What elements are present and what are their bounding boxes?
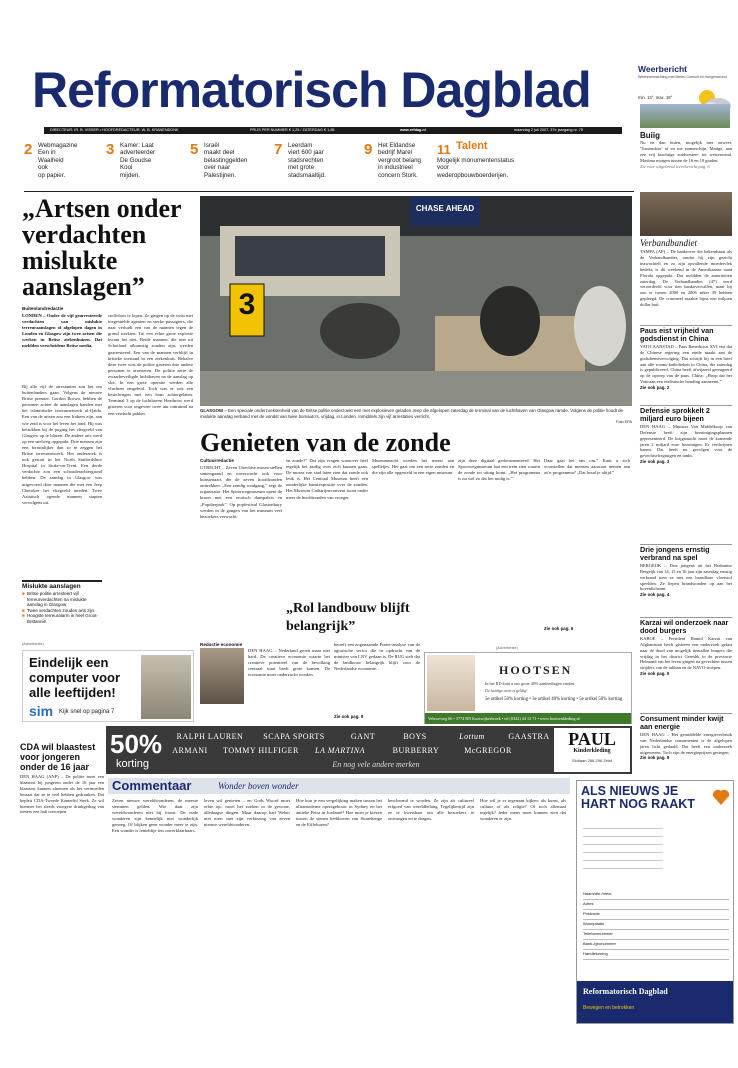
meta-bar bbox=[44, 127, 622, 134]
ad-computer-brand: sim bbox=[29, 703, 54, 719]
commentaar-column-3: Hoe kun je een vergelijking maken tussen het ultramoderne operagebouw in Sydney en het antieke Petra in Jordanië? Hoe moet je kiezen tussen de stenen kerkhoven van Stonehenge en de Eiffeltoren? bbox=[296, 798, 382, 828]
teaser-7[interactable] bbox=[274, 142, 348, 186]
buiig-more: Zie voor uitgebreid weerbericht pag. 6 bbox=[640, 164, 710, 170]
ad-paul-sub: Kinderkleding bbox=[573, 748, 611, 754]
factbox bbox=[22, 580, 102, 634]
ad-brand: McGREGOR bbox=[464, 746, 512, 755]
sun-headline: Genieten van de zonde bbox=[200, 428, 451, 457]
ad-abonnement-slogan: Bewegen en betrokken bbox=[583, 1005, 635, 1011]
teaser-number: 3 bbox=[106, 141, 115, 158]
teaser-text: Mogelijk monumentenstatus voor wederopbouwboerderijen. bbox=[437, 157, 515, 179]
weather-temps: min. 13°, max. 18° bbox=[638, 95, 673, 100]
cda-block bbox=[20, 742, 104, 972]
ad-abonnement-options bbox=[583, 821, 663, 885]
ad-paul-slogan: En nog vele andere merken bbox=[332, 760, 420, 769]
factbox-item: ■ Twee verdachten zouden arts zijn. bbox=[22, 607, 96, 613]
energie-title: Consument minder kwijt aan energie bbox=[640, 714, 724, 732]
ad-field[interactable]: Bank-/gironummer bbox=[583, 941, 729, 950]
ad-hootsen-photo bbox=[427, 655, 475, 711]
buiig-body: Nu en dan buien, mogelijk met onweer. 'Tussendoor' af en toe zonneschijn. Matige, aan zee vrij krachtige zuidwesten- tot westenwind. Maxima morgen tussen de 16 en 18 graden. bbox=[640, 140, 732, 164]
jongeren-title: Drie jongens ernstig verbrand na spel bbox=[640, 545, 710, 563]
commentaar-column-4: beschermd te worden. Ze zijn als cultureel erfgoed van wereldbelang. Tegelijkertijd zijn ze te kwetsbaar om alle bezoekers te ontvangen en te dragen. bbox=[388, 798, 474, 822]
ad-hootsen-subtag: De huidige actie is geldig! bbox=[485, 688, 528, 693]
ad-brand: GANT bbox=[350, 732, 376, 741]
ad-hootsen-brand: HOOTSEN bbox=[499, 663, 573, 677]
factbox-title: Mislukte aanslagen bbox=[22, 583, 81, 590]
ad-brand: RALPH LAUREN bbox=[176, 732, 244, 741]
factbox-item: ■ Britse politie arresteert vijf terreurverdachten na mislukte aanslag in Glasgow. bbox=[22, 591, 87, 608]
ad-paul-korting: korting bbox=[116, 758, 150, 770]
reductie-column-2: betreft een zogenaamde Porter-analyse van de agrarische sector die in opdracht van de minister van LNV gedaan is. De RUG stelt dat de landbouw belangrijk blijft voor de Nederlandse economie. bbox=[334, 642, 420, 672]
caption-credit: Foto EPA bbox=[616, 420, 632, 425]
karzai-block bbox=[640, 619, 732, 713]
china-see[interactable]: Zie ook pag. 2 bbox=[640, 385, 670, 391]
ad-computer-sub: Kijk snel op pagina 7 bbox=[59, 709, 115, 715]
photo-caption bbox=[200, 408, 632, 426]
ad-abonnement-heart bbox=[711, 787, 731, 807]
ad-computer[interactable] bbox=[22, 650, 194, 722]
teaser-2[interactable] bbox=[24, 142, 90, 186]
masthead bbox=[0, 0, 738, 140]
factbox-item: ■ Hoogste terreuralarm in heel Groot-Brittannië. bbox=[22, 613, 99, 624]
ad-brand: BOYS bbox=[403, 732, 427, 741]
lead-headline: „Artsen onder verdachten mislukte aanslagen” bbox=[22, 194, 182, 301]
teaser-text: Webmagazine Een in Waalheid ook op papier. bbox=[38, 142, 78, 179]
ad-field[interactable]: Postcode bbox=[583, 911, 729, 920]
weather-sub: Weersverwachting met Meteo Consult tot morgenavond bbox=[638, 75, 727, 79]
teaser-5[interactable] bbox=[190, 142, 256, 186]
caption-text: – Een speciale onderzoeksenheid van de Britse politie onderzoekt een met explosieven geladen Jeep die afgelopen zaterdag de terminal van de luchthaven van Glasgow ramde. Volgens de politie houdt de mislukte aanslag verband met de vondst van twee bomauto's, vrijdag, in Londen. Inmiddels zijn vijf arrestaties verricht. bbox=[200, 408, 623, 419]
reductie-photo bbox=[200, 648, 244, 704]
meta-date: maandag 2 juli 2007, 37e jaargang nr. 75 bbox=[514, 128, 584, 132]
ad-abonnement-photo bbox=[675, 821, 729, 883]
defensie-see[interactable]: Zie ook pag. 3 bbox=[640, 459, 670, 465]
lead-column-2: stoffeloos te lopen. Ze gingen op de vuist met toegesnelde agenten en sterke passagiers, die naar verluidt een van de mannen tegen de grond werkten. Tot een echte grote explosie kwam het niet. Beide mannen, die niet uit Schotland afkomstig zouden zijn, werden gearresteerd. Een van de mannen verblijft in kritieke toestand in een ziekenhuis. Behalve deze twee wist de politie gisteren drie andere personen te arresteren. De politie zette de zwaarbeveiligde luchthaven na de aanslag op slot. In een grote operatie werden alle vluchten omgeleid. Toch was er ook een bestelwagen met een bom achtergelaten. Terminal 3 op de luchthaven Heathrow werd gisteren voor ongeveer twee uur ontruimd na een verdacht pakket. bbox=[108, 313, 193, 416]
main-photo bbox=[200, 196, 632, 406]
sun-pullquote: „Rol landbouw blijft belangrijk” bbox=[286, 601, 410, 634]
sun-column-3: Museumnacht worden het meest aan spelletjes. Het gaat om een serie zonden en die zijn alle opgesteld in een eigen museum. bbox=[372, 458, 454, 476]
energie-see[interactable]: Zie ook pag. 9 bbox=[640, 755, 670, 761]
meta-price: PRIJS PER NUMMER € 1,25 / ZATERDAG € 1,85 bbox=[250, 128, 335, 132]
ad-brand: TOMMY HILFIGER bbox=[223, 746, 299, 755]
cda-title: CDA wil blaastest voor jongeren onder de 16 jaar bbox=[20, 742, 96, 772]
ad-paul-name: PAUL bbox=[568, 729, 616, 749]
teaser-9[interactable] bbox=[364, 142, 434, 186]
energie-body: DEN HAAG – Het gemiddelde energieverbruik van Nederlandse consumenten is de afgelopen jaren licht gedaald. Dat heeft een onderzoek uitgewezen. Toch zijn de energieprijzen gestegen. bbox=[640, 731, 732, 755]
commentaar bbox=[108, 776, 570, 976]
teaser-number: 2 bbox=[24, 141, 33, 158]
ad-paul-addr: Slotlaan 286-296 Zeist bbox=[571, 758, 613, 763]
sun-see[interactable]: Zie ook pag. 6 bbox=[544, 626, 574, 631]
reductie-see[interactable]: Zie ook pag. 9 bbox=[334, 714, 364, 719]
ad-abonnement-footer bbox=[577, 981, 733, 1023]
reductie-byline: Reductie economie bbox=[200, 642, 243, 647]
photo-sign-top: CHASE AHEAD bbox=[415, 204, 475, 213]
ad-brand: SCAPA SPORTS bbox=[263, 732, 325, 741]
ad-brand: Lottum bbox=[459, 732, 485, 741]
ad-brand: LA MARTINA bbox=[315, 746, 365, 755]
teaser-text: Israël maakt deel belastinggelden over naar Palestijnen. bbox=[204, 142, 248, 179]
sun-column-5: Daar gaat het ons om.” Kunt u zich voorstellen dat mensen aanstoot nemen aan zo'n programma? „Dat houd je altijd.” bbox=[544, 458, 630, 476]
sun-column-4: zijn deze digitaal gedocumenteerd. Het Spoorwegmuseum laat een trein zien waarin de zonde tot uiting komt. „Het programma is nu wel zo dat het nodig is.” bbox=[458, 458, 540, 482]
caption-lead: GLASGOW bbox=[200, 408, 224, 413]
sun-column-1: UTRECHT – Zeven Utrechtse musea stellen samengaand en onverwacht ook voor kunstenaars die de zeven hoofdzonden onttrekken. „Een zondig rondgang,” zegt de organisator. Het Spoorwegmuseum opent de kroon met een erotisch danspaleis en „Popdierpark”. Op popfestival Glastonbury werden in de gangen van het museum veel bezoekers verwacht. bbox=[200, 465, 282, 519]
defensie-block bbox=[640, 407, 732, 477]
ad-computer-text: Eindelijk een computer voor alle leeftijden! bbox=[29, 655, 121, 700]
defensie-body: DEN HAAG – Minister Van Middelkoop van Defensie heeft zijn bezuinigingsplannen gepresenteerd. De krijgsmacht moet de komende jaren 2 miljard euro bezuinigen. Er verdwijnen banen. Dat heeft nu gevolgen voor de gevechtsvliegtuigen en tanks. bbox=[640, 423, 732, 459]
ad-field[interactable]: Adres bbox=[583, 901, 729, 910]
ad-label: (Advertentie) bbox=[22, 642, 44, 646]
karzai-title: Karzai wil onderzoek naar dood burgers bbox=[640, 618, 729, 636]
photo-sign-number: 3 bbox=[238, 288, 256, 321]
ad-abonnement[interactable] bbox=[576, 780, 734, 1024]
commentaar-column-1: Zeven nieuwe wereldwonderen, de meeste stemmen gelden. Wie daar zijn wereldwonderen niet bij fronst. De oude wonderen zijn kennelijk niet wonderlijk genoeg. Of blijken geen wonder meer te zijn. Een wonder is lenteblije iets onverklaarbaars. bbox=[112, 798, 198, 834]
teaser-11[interactable] bbox=[437, 142, 557, 186]
verbandbandiet-body: TAMPA (AP) – De bankrover die bekendstaat als de Verbandbandiet, omdat hij zijn gezicht inzwachtelt en zo zijn opvallende moedervlek bedekt, is dit weekend in de Amerikaanse staat Florida opgepakt. Dat meldden de autoriteiten zaterdag. De Verbandbandiet (47) werd veroordeeld voor tien bankovervallen, maar hij zou er tussen 2000 en 2006 zeker 39 hebben gepleegd. De crimineel maakte bijna een miljoen dollar buit. bbox=[640, 249, 732, 308]
ad-paul-panel bbox=[554, 728, 630, 772]
teaser-number: 9 bbox=[364, 141, 373, 158]
verbandbandiet-photo bbox=[640, 192, 732, 236]
teaser-divider bbox=[24, 191, 634, 192]
teaser-text: Het Eldandse bedrijf Marel vergroot belang in industrieel concern Stork. bbox=[378, 142, 421, 179]
teaser-number: 11 bbox=[437, 142, 451, 157]
teaser-label: Talent bbox=[456, 140, 488, 152]
jongeren-block bbox=[640, 546, 732, 616]
ad-field[interactable]: Telefoonnummer bbox=[583, 931, 729, 940]
weather-photo bbox=[640, 104, 730, 128]
buiig-title: Buiig bbox=[640, 131, 660, 140]
commentaar-header bbox=[108, 778, 570, 794]
teaser-number: 7 bbox=[274, 141, 283, 158]
ad-hootsen-offer: 5e artikel 50% korting • 3e artikel 40% korting • 5e artikel 50% korting bbox=[485, 697, 623, 702]
teaser-3[interactable] bbox=[106, 142, 172, 186]
verbandbandiet-title: Verbandbandiet bbox=[640, 238, 697, 248]
ad-field[interactable]: Naam/dhr./mevr. bbox=[583, 891, 729, 900]
jongeren-body: BERGEIJK – Drie jongens uit het Brabantse Bergeijk van 14, 15 en 16 jaar zijn zaterdag ernstig verbrand toen ze met een brandbare vloeistof speelden. Ze liepen brandwonden op aan het bovenlichaam. bbox=[640, 562, 732, 592]
cda-body: DEN HAAG (ANP) – De politie moet een blaastest bij jongeren onder de 16 jaar een blaastest kunnen afnemen als het vermoeden bestaat dat ze te veel hebben gedronken. Dat bepleit CDA-Tweede Kamerlid Sterk. Ze wil hiermee het steeds vroegere drinkgedrag van tieners een halt toeroepen. bbox=[20, 774, 104, 815]
ad-abonnement-title: ALS NIEUWS JE HART NOG RAAKT bbox=[581, 784, 695, 811]
teaser-text: Kamer: Laat adverteerder De Goudse Kooi mijden. bbox=[120, 142, 156, 179]
ad-hootsen-label: (Advertentie) bbox=[496, 646, 518, 650]
sun-column-2: en zonde?” Dat zijn vragen waarover heel tegelijk het aardig over zich kunnen gaan. De musea van stad laten zien dat zonde ook leuk is. Het Centraal Museum heeft een zonderlijke kunstexpositie over de zonden. Het Museum Catharijneconvent toont onder meer de hoofdzonden van vroeger. bbox=[286, 458, 368, 500]
china-body: VATICAANSTAD – Paus Benedictus XVI eist dat de Chinese regering een einde maakt aan de godsdienstvervolging. Dat schrijft hij in een brief aan alle rooms-katholieken in China, die zaterdag is gepubliceerd. China heeft afwijzend gereageerd op de oproep van de paus. China: „Hoop dat het Vaticaan een realistische houding aanneemt.” bbox=[640, 343, 732, 385]
teaser-text: Leerdam viert 600 jaar stadsrechten met grote stadsmaaltijd. bbox=[288, 142, 326, 179]
buiig-block bbox=[640, 132, 732, 188]
teaser-number: 5 bbox=[190, 141, 199, 158]
ad-hootsen-tagline: In het RD kunt u ons grote 40% aanbiedingen vinden. bbox=[485, 681, 576, 686]
commentaar-title: Commentaar bbox=[112, 778, 192, 793]
commentaar-column-2: leven wil genieten – en Gods Woord moet erbie op– moet het zoeken in de gewone, alledaagse dingen. Maar daarop had Weber niet mee; met zijn verkiezing van zeven nieuwe wereldwonderen. bbox=[204, 798, 290, 828]
newspaper-title: Reformatorisch Dagblad bbox=[32, 62, 591, 118]
china-block bbox=[640, 327, 732, 401]
karzai-body: KABOE – President Hamid Karzai van Afghanistan heeft gisteren een onderzoek gelast naar de dood van mogelijk tientallen burgers die vrijdag in het district Gereshk in de provincie Helmand om het leven gingen na gevechten tussen strijders van de taliban en de NAVO-troepen. bbox=[640, 635, 732, 671]
reductie-column-1: DEN HAAG – Nederland groeit maar niet hard. De creatieve economie waarin het creatieve potentieel van de bevolking centraal staat biedt grote kansen. De economie moet onderzocht worden. bbox=[248, 648, 330, 678]
commentaar-subtitle: Wonder boven wonder bbox=[218, 781, 299, 791]
ad-field[interactable]: Handtekening bbox=[583, 951, 729, 960]
ad-hootsen-footer: Velsweweg 66 • 3774 RN Kootwijkerbroek • tel (0342) 44 12 71 • www.hootsenkleding.nl bbox=[425, 713, 631, 724]
ad-brand: GAASTRA bbox=[508, 732, 550, 741]
ad-brand: BURBERRY bbox=[392, 746, 440, 755]
verbandbandiet-block bbox=[640, 238, 732, 322]
karzai-see[interactable]: Zie ook pag. 5 bbox=[640, 671, 670, 677]
china-title: Paus eist vrijheid van godsdienst in China bbox=[640, 326, 714, 344]
meta-left: DIRECTEUR: IR. B. VISSER • HOOFDREDACTEUR: W. B. KRANENDONK bbox=[50, 128, 179, 132]
ad-hootsen[interactable] bbox=[424, 652, 632, 724]
weather-title: Weerbericht bbox=[638, 64, 687, 74]
jongeren-see[interactable]: Zie ook pag. 4 bbox=[640, 592, 670, 598]
lead-intro: LONDEN – Onder de vijf gearresteerde verdachten van mislukte terreuraanslagen of afgelopen dagen in Londen en Glasgow zijn twee artsen die werken in Britse ziekenhuizen. Dat meldden verscheidene Britse media. bbox=[22, 313, 102, 349]
ad-field[interactable]: Woonplaats bbox=[583, 921, 729, 930]
lead-column-1: Bij alle vijf de arrestanten zou het om buitenlanders gaan. Volgens de nieuwe Britse premier, Gordon Brown, hebben de personen achter de aanslagen banden met het islamitische terreurnetwerk al-Qaida. Een van de artsen zou een Irakees zijn, aan wie zeid is voor het leven het land. Hij was betrokken bij de poging het vliegveld van Glasgow op te blazen. De andere arts werd op een snelweg opgepakt. Drie mensen zijn een fortuinlijker dan zo te zeggen het Britse terreurnetwerk. Het onderzoek is ook gestart in het North Staffordshire Hospital in Stoke-on-Trent. Een derde verdachte zou een schouderachtergrond hebben. De aanslag in Glasgow was uitgevoerd door mannen die met een Jeep Cherokee het vliegveld inreden. Twee Aziatisch ogende mannen stapten vervolgens uit. bbox=[22, 384, 102, 505]
defensie-title: Defensie sprokkelt 2 miljard euro bijeen bbox=[640, 406, 710, 424]
sun-byline: Cultuurredactie bbox=[200, 458, 234, 463]
ad-paul-percent: 50% bbox=[110, 729, 163, 759]
photo-scene bbox=[200, 196, 632, 406]
ad-abonnement-brand: Reformatorisch Dagblad bbox=[583, 987, 668, 996]
lead-byline: Buitenlandredactie bbox=[22, 306, 64, 311]
commentaar-column-5: Hoe wil je er tegenaan kijken: als kunst, als cultuur of als religie? Of toch allemaal tegelijk? Ieder mens moet kunnen zien dat wonderen er zijn. bbox=[480, 798, 566, 822]
ad-brand: ARMANI bbox=[172, 746, 208, 755]
meta-url[interactable]: www.refdag.nl bbox=[400, 128, 426, 132]
ad-paul[interactable] bbox=[106, 726, 632, 774]
ad-computer-photo bbox=[141, 655, 191, 719]
